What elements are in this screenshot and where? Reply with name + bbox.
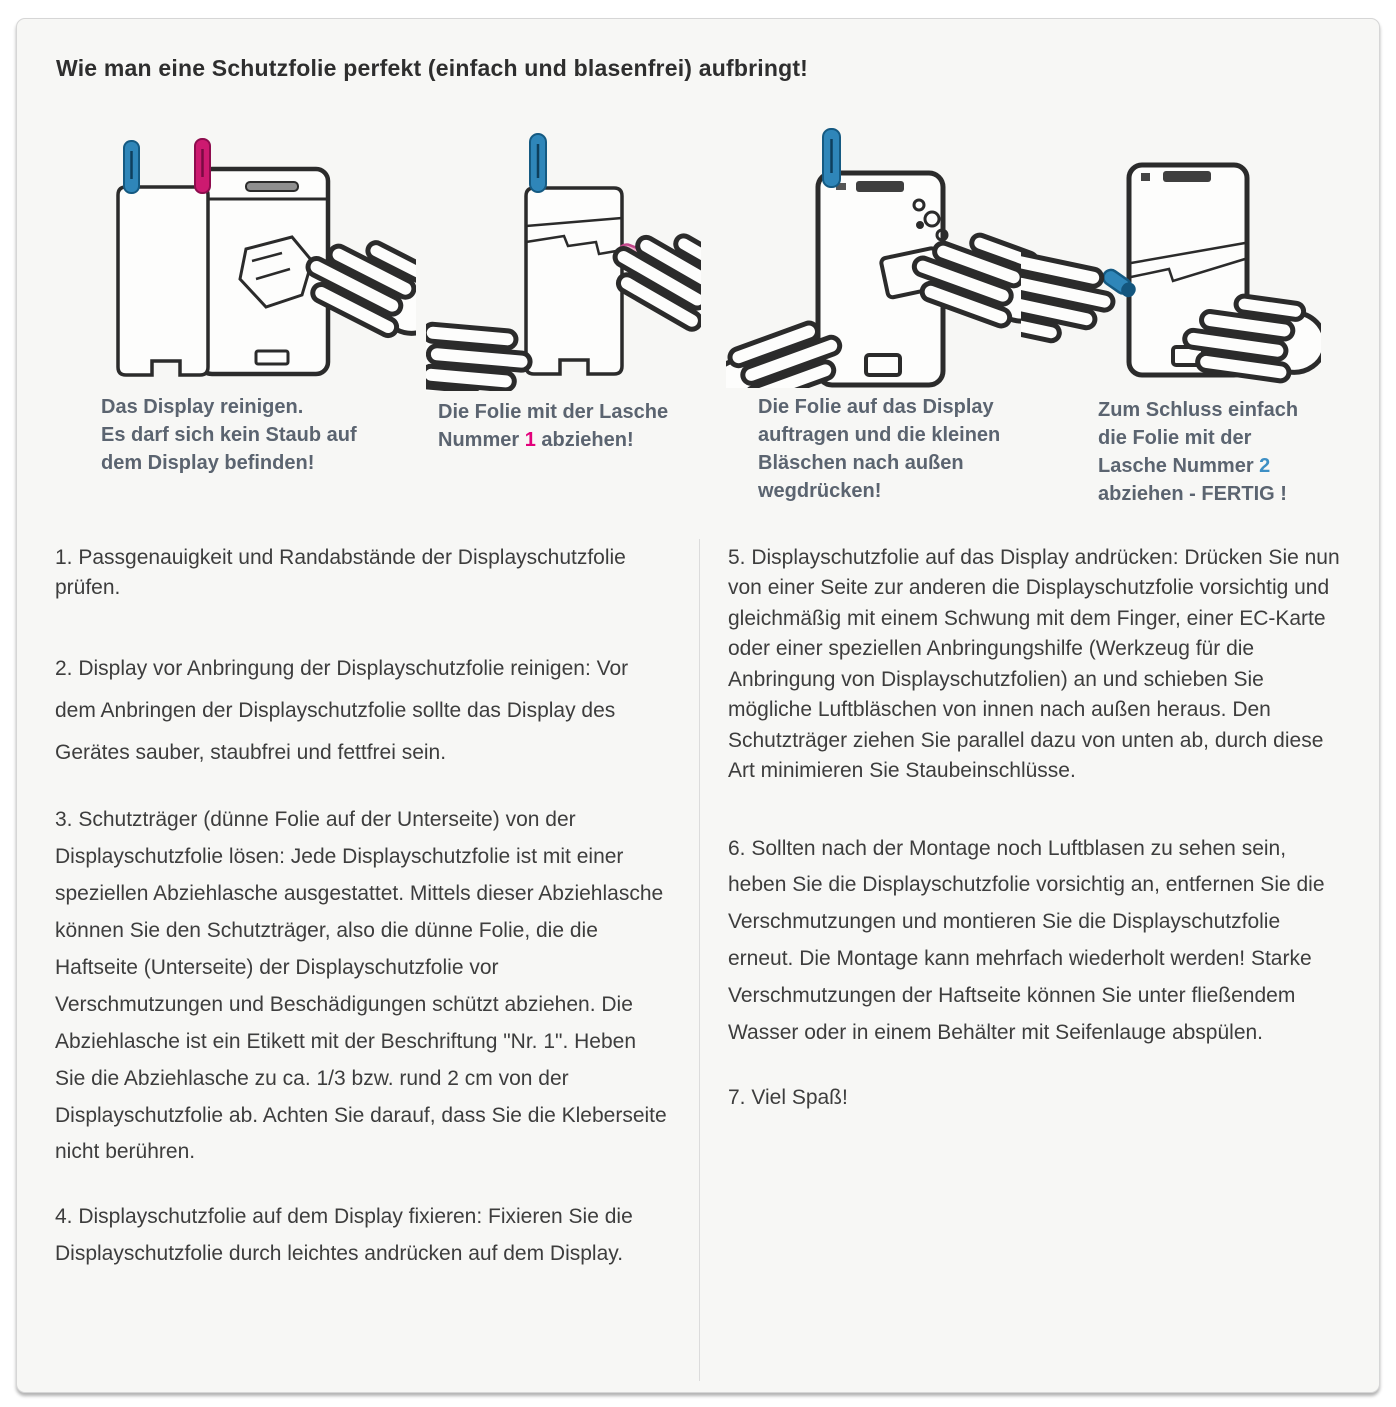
step1-figure bbox=[96, 129, 416, 384]
instruction-paragraph: 5. Displayschutzfolie auf das Display andrücken: Drücken Sie nun von einer Seite zur anderen die Displayschutzfolie vorsichtig und gleichmäßig mit einem Schwung mit dem Finger, einer EC-Karte oder einer speziellen Anbringungshilfe (Werkzeug für die Anbringung von Displayschutzfolien) an und schieben Sie mögliche Luftbläschen von innen nach außen heraus. Den Schutzträger ziehen Sie parallel dazu von unten ab, durch diese Art minimieren Sie Staubeinschlüsse. bbox=[728, 546, 1340, 783]
caption-text: Bläschen nach außen bbox=[758, 452, 964, 474]
caption-text: Zum Schluss einfach bbox=[1098, 399, 1299, 421]
caption-text: die Folie mit der bbox=[1098, 427, 1252, 449]
instruction-paragraph: 3. Schutzträger (dünne Folie auf der Unterseite) von der Displayschutzfolie lösen: Jede Displayschutzfolie ist mit einer speziellen Abziehlasche ausgestattet. Mittels dieser Abziehlasche können Sie den Schutzträger, also die dünne Folie, die die Haftseite (Unterseite) der Displayschutzfolie vor Verschmutzungen und Beschädigungen schützt abziehen. Die Abziehlasche ist ein Etikett mit der Beschriftung "Nr. 1". Heben Sie die Abziehlasche zu ca. 1/3 bzw. rund 2 cm von der Displayschutzfolie ab. Achten Sie darauf, dass Sie die Kleberseite nicht berühren. bbox=[55, 807, 667, 1164]
instructions-column-left bbox=[55, 543, 671, 1301]
caption-text: Nummer bbox=[438, 429, 525, 451]
column-divider bbox=[699, 539, 700, 1381]
clean-display-illustration bbox=[96, 129, 416, 384]
blue-tab-icon bbox=[530, 134, 546, 192]
figure-caption-step2 bbox=[438, 398, 668, 454]
peel-tab-1-illustration bbox=[426, 126, 701, 391]
step4-figure bbox=[1021, 151, 1321, 391]
instructions-column-right bbox=[728, 543, 1350, 1145]
apply-and-smooth-illustration bbox=[726, 123, 1041, 388]
instruction-paragraph: 4. Displayschutzfolie auf dem Display fixieren: Fixieren Sie die Displayschutzfolie durch leichtes andrücken auf dem Display. bbox=[55, 1205, 633, 1266]
figure-caption-step4 bbox=[1098, 396, 1298, 508]
protector-film bbox=[118, 187, 208, 375]
caption-accent-number: 2 bbox=[1259, 455, 1271, 477]
blue-tab-icon bbox=[823, 129, 840, 187]
caption-text: Die Folie mit der Lasche bbox=[438, 401, 669, 423]
caption-text: Das Display reinigen. bbox=[101, 396, 304, 418]
blue-tab-icon bbox=[124, 141, 139, 193]
caption-text: Es darf sich kein Staub auf bbox=[101, 424, 357, 446]
caption-text: wegdrücken! bbox=[758, 480, 882, 502]
figure-caption-step1 bbox=[101, 393, 357, 477]
caption-text: auftragen und die kleinen bbox=[758, 424, 1001, 446]
protector-film bbox=[526, 188, 622, 374]
holding-hand bbox=[426, 321, 533, 391]
instruction-paragraph: 7. Viel Spaß! bbox=[728, 1086, 848, 1110]
caption-text: Lasche Nummer bbox=[1098, 455, 1260, 477]
step3-figure bbox=[726, 123, 1041, 388]
pulling-hand bbox=[1021, 245, 1119, 351]
instruction-paragraph: 2. Display vor Anbringung der Displayschutzfolie reinigen: Vor dem Anbringen der Displayschutzfolie sollte das Display des Gerätes sauber, staubfrei und fettfrei sein. bbox=[55, 656, 629, 764]
instructions-card bbox=[16, 18, 1380, 1393]
instruction-paragraph: 1. Passgenauigkeit und Randabstände der Displayschutzfolie prüfen. bbox=[55, 546, 626, 600]
figure-caption-step3 bbox=[758, 393, 1000, 505]
pink-tab-icon bbox=[195, 139, 210, 193]
caption-text: Die Folie auf das Display bbox=[758, 396, 994, 418]
caption-accent-number: 1 bbox=[524, 429, 536, 451]
peel-tab-2-illustration bbox=[1021, 151, 1321, 391]
page-title: Wie man eine Schutzfolie perfekt (einfach und blasenfrei) aufbringt! bbox=[56, 55, 809, 81]
step2-figure bbox=[426, 126, 701, 391]
caption-text: abziehen - FERTIG ! bbox=[1098, 483, 1287, 505]
instruction-paragraph: 6. Sollten nach der Montage noch Luftblasen zu sehen sein, heben Sie die Displayschutzfolie vorsichtig an, entfernen Sie die Verschmutzungen und montieren Sie die Displayschutzfolie erneut. Die Montage kann mehrfach wiederholt werden! Starke Verschmutzungen der Haftseite können Sie unter fließendem Wasser oder in einem Behälter mit Seifenlauge abspülen. bbox=[728, 836, 1325, 1045]
caption-text: dem Display befinden! bbox=[101, 452, 315, 474]
caption-text: abziehen! bbox=[535, 429, 634, 451]
